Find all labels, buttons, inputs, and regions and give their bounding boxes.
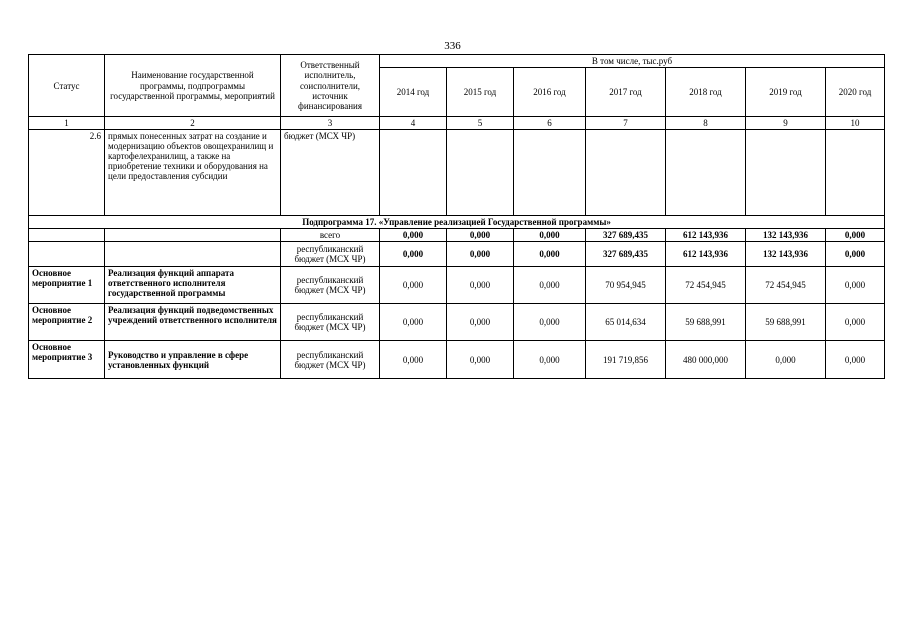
header-year: 2018 год [666, 68, 746, 117]
column-index-row [29, 117, 885, 130]
event-source: республиканский бюджет (МСХ ЧР) [281, 341, 380, 379]
table-row [29, 130, 885, 216]
empty-cell [29, 229, 105, 242]
event-value: 59 688,991 [746, 304, 826, 341]
event-status: Основное мероприятие 3 [29, 341, 105, 379]
header-row [29, 55, 885, 68]
event-value: 0,000 [380, 267, 447, 304]
total-value: 0,000 [826, 229, 885, 242]
event-row [29, 267, 885, 304]
column-index: 4 [380, 117, 447, 130]
event-value: 59 688,991 [666, 304, 746, 341]
header-name: Наименование государственной программы, подпрограммы государственной программы, мероприятий [105, 55, 281, 117]
event-value: 72 454,945 [666, 267, 746, 304]
total-value: 327 689,435 [586, 229, 666, 242]
header-year: 2020 год [826, 68, 885, 117]
event-value: 0,000 [746, 341, 826, 379]
column-index: 2 [105, 117, 281, 130]
column-index: 1 [29, 117, 105, 130]
republican-value: 132 143,936 [746, 242, 826, 267]
event-value: 70 954,945 [586, 267, 666, 304]
empty-cell [105, 242, 281, 267]
event-name: Руководство и управление в сфере установленных функций [105, 341, 281, 379]
column-index: 7 [586, 117, 666, 130]
header-year: 2019 год [746, 68, 826, 117]
header-year: 2014 год [380, 68, 447, 117]
column-index: 9 [746, 117, 826, 130]
total-value: 0,000 [380, 229, 447, 242]
event-source: республиканский бюджет (МСХ ЧР) [281, 304, 380, 341]
total-value: 132 143,936 [746, 229, 826, 242]
total-source: всего [281, 229, 380, 242]
event-value: 0,000 [447, 341, 514, 379]
empty-cell [447, 130, 514, 216]
republican-value: 612 143,936 [666, 242, 746, 267]
event-name: Реализация функций аппарата ответственного исполнителя государственной программы [105, 267, 281, 304]
empty-cell [826, 130, 885, 216]
total-value: 0,000 [447, 229, 514, 242]
empty-cell [666, 130, 746, 216]
republican-value: 327 689,435 [586, 242, 666, 267]
header-status: Статус [29, 55, 105, 117]
event-name: Реализация функций подведомственных учреждений ответственного исполнителя [105, 304, 281, 341]
republican-row [29, 242, 885, 267]
event-row [29, 341, 885, 379]
republican-value: 0,000 [826, 242, 885, 267]
empty-cell [586, 130, 666, 216]
empty-cell [514, 130, 586, 216]
republican-source: республиканский бюджет (МСХ ЧР) [281, 242, 380, 267]
event-value: 0,000 [514, 341, 586, 379]
header-responsible: Ответственный исполнитель, соисполнители, источник финансирования [281, 55, 380, 117]
republican-value: 0,000 [514, 242, 586, 267]
row-name: прямых понесенных затрат на создание и модернизацию объектов овощехранилищ и картофелехранилищ, а также на приобретение техники и оборудования на цели предоставления субсидии [105, 130, 281, 216]
event-source: республиканский бюджет (МСХ ЧР) [281, 267, 380, 304]
column-index: 5 [447, 117, 514, 130]
column-index: 8 [666, 117, 746, 130]
header-group: В том числе, тыс.руб [380, 55, 885, 68]
empty-cell [746, 130, 826, 216]
total-value: 612 143,936 [666, 229, 746, 242]
event-value: 480 000,000 [666, 341, 746, 379]
header-year: 2017 год [586, 68, 666, 117]
republican-value: 0,000 [447, 242, 514, 267]
event-status: Основное мероприятие 2 [29, 304, 105, 341]
budget-table [28, 54, 885, 379]
subprogram-row [29, 216, 885, 229]
republican-value: 0,000 [380, 242, 447, 267]
event-value: 0,000 [826, 341, 885, 379]
event-value: 191 719,856 [586, 341, 666, 379]
event-value: 72 454,945 [746, 267, 826, 304]
header-year: 2016 год [514, 68, 586, 117]
column-index: 3 [281, 117, 380, 130]
header-year: 2015 год [447, 68, 514, 117]
event-status: Основное мероприятие 1 [29, 267, 105, 304]
event-value: 0,000 [826, 267, 885, 304]
event-value: 0,000 [514, 304, 586, 341]
column-index: 10 [826, 117, 885, 130]
row-source: бюджет (МСХ ЧР) [281, 130, 380, 216]
event-value: 65 014,634 [586, 304, 666, 341]
empty-cell [29, 242, 105, 267]
event-value: 0,000 [514, 267, 586, 304]
event-value: 0,000 [380, 304, 447, 341]
total-value: 0,000 [514, 229, 586, 242]
empty-cell [105, 229, 281, 242]
event-value: 0,000 [447, 267, 514, 304]
event-value: 0,000 [826, 304, 885, 341]
total-row [29, 229, 885, 242]
event-value: 0,000 [380, 341, 447, 379]
page-number: 336 [444, 40, 461, 52]
empty-cell [380, 130, 447, 216]
event-row [29, 304, 885, 341]
column-index: 6 [514, 117, 586, 130]
subprogram-title: Подпрограмма 17. «Управление реализацией Государственной программы» [29, 216, 885, 229]
row-status: 2.6 [29, 130, 105, 216]
event-value: 0,000 [447, 304, 514, 341]
